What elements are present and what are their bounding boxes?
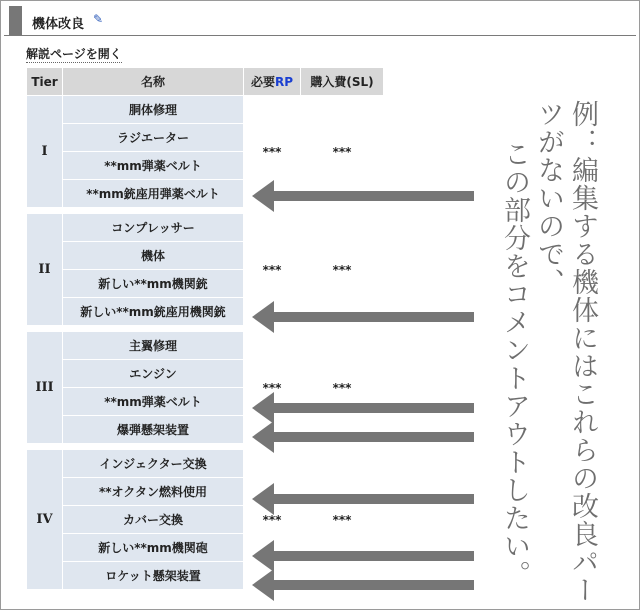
header-divider [4, 35, 636, 36]
header-rp-prefix: 必要 [250, 75, 275, 89]
rp-cell: *** [244, 450, 300, 589]
upgrade-name: **mm弾薬ベルト [63, 152, 243, 179]
upgrade-name: コンプレッサー [63, 214, 243, 241]
rp-cell: *** [244, 214, 300, 325]
group-spacer [27, 326, 383, 331]
annotation-line-1: 例：編集する機体にはこれらの改良パーツがないので、 [533, 100, 598, 604]
open-guide-link[interactable]: 解説ページを開く [26, 47, 122, 61]
annotation-line-2: この部分をコメントアウトしたい。 [499, 140, 530, 588]
section-header [4, 6, 636, 36]
header-rp [244, 68, 300, 95]
header-sl: 購入費(SL) [301, 68, 383, 95]
header-accent-bar [9, 6, 22, 35]
upgrade-table [26, 67, 384, 590]
sl-cell: *** [301, 332, 383, 443]
upgrade-name: カバー交換 [63, 506, 243, 533]
group-spacer [27, 208, 383, 213]
upgrade-name: ラジエーター [63, 124, 243, 151]
upgrade-name: エンジン [63, 360, 243, 387]
upgrade-name-highlighted: 新しい**mm銃座用機関銃 [63, 298, 243, 325]
rp-cell: *** [244, 332, 300, 443]
rp-cell: *** [244, 96, 300, 207]
upgrade-name: 機体 [63, 242, 243, 269]
section-title: 機体改良 [32, 17, 85, 32]
group-spacer [27, 444, 383, 449]
upgrade-name-highlighted: **mm銃座用弾薬ベルト [63, 180, 243, 207]
upgrade-name: 新しい**mm機関銃 [63, 270, 243, 297]
header-name: 名称 [63, 68, 243, 95]
tier-cell: II [27, 214, 62, 325]
pencil-icon[interactable]: ✎ [93, 12, 104, 26]
upgrade-name-highlighted: **mm弾薬ベルト [63, 388, 243, 415]
tier-cell: III [27, 332, 62, 443]
sl-cell: *** [301, 96, 383, 207]
upgrade-name: 主翼修理 [63, 332, 243, 359]
upgrade-name-highlighted: ロケット懸架装置 [63, 562, 243, 589]
upgrade-name: インジェクター交換 [63, 450, 243, 477]
header-rp-label: RP [274, 75, 294, 89]
upgrade-name-highlighted: 爆弾懸架装置 [63, 416, 243, 443]
header-tier: Tier [27, 68, 62, 95]
upgrade-name: 胴体修理 [63, 96, 243, 123]
sl-cell: *** [301, 214, 383, 325]
tier-cell: I [27, 96, 62, 207]
upgrade-name-highlighted: **オクタン燃料使用 [63, 478, 243, 505]
tier-cell: IV [27, 450, 62, 589]
sl-cell: *** [301, 450, 383, 589]
upgrade-name-highlighted: 新しい**mm機関砲 [63, 534, 243, 561]
